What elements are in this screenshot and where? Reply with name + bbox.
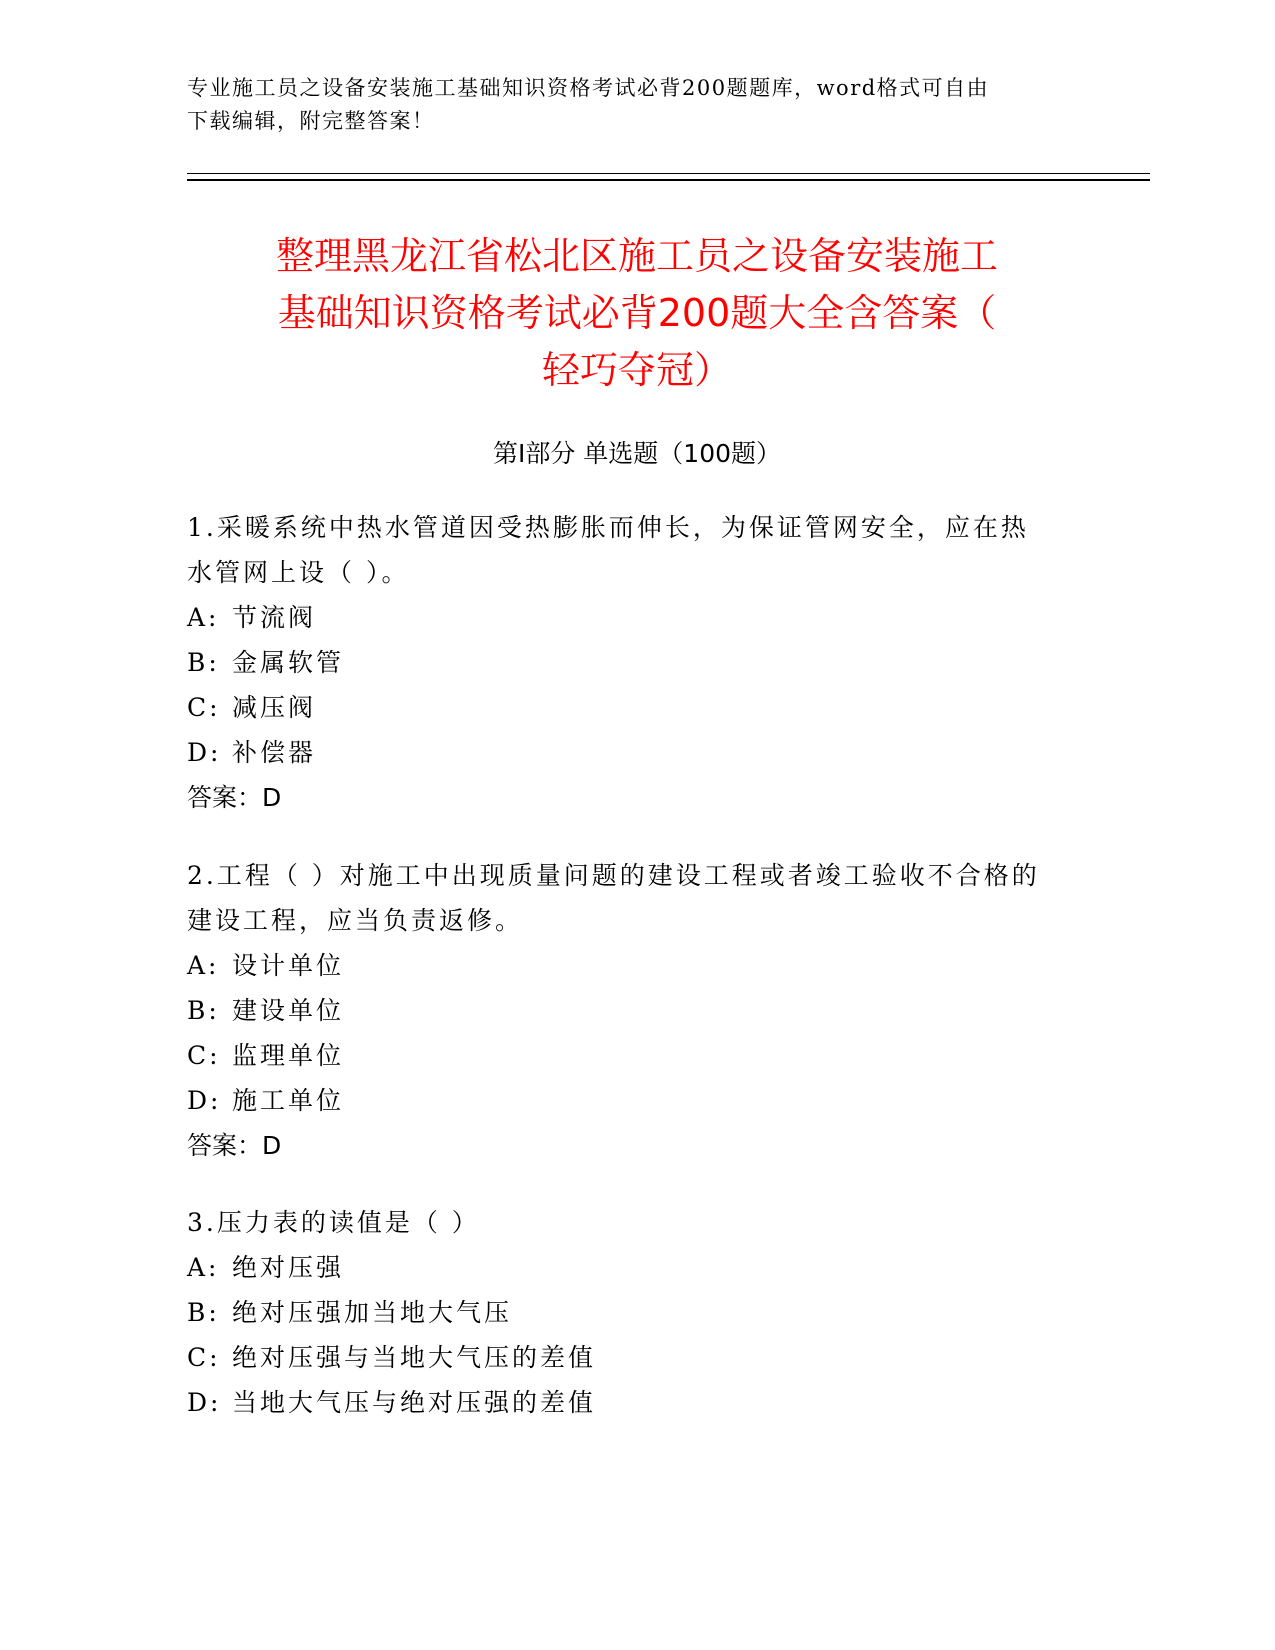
question-stem bbox=[187, 505, 1087, 595]
divider-thick bbox=[187, 179, 1150, 181]
option-a bbox=[187, 1245, 1087, 1290]
option-d bbox=[187, 1380, 1087, 1425]
option-text: 减压阀 bbox=[232, 693, 317, 722]
option-letter: C: bbox=[187, 693, 221, 722]
divider-thin bbox=[187, 173, 1150, 174]
option-text: 绝对压强与当地大气压的差值 bbox=[232, 1343, 597, 1372]
option-letter: A: bbox=[187, 603, 220, 632]
option-c bbox=[187, 1033, 1087, 1078]
option-letter: B: bbox=[187, 996, 220, 1025]
title-line: 基础知识资格考试必背200题大全含答案（ bbox=[277, 291, 997, 335]
option-text: 绝对压强加当地大气压 bbox=[232, 1298, 513, 1327]
question-stem-line: 1.采暖系统中热水管道因受热膨胀而伸长，为保证管网安全，应在热 bbox=[187, 513, 1029, 542]
question-stem-line: 建设工程，应当负责返修。 bbox=[187, 906, 524, 935]
option-text: 设计单位 bbox=[232, 951, 345, 980]
option-text: 补偿器 bbox=[232, 738, 317, 767]
question-stem bbox=[187, 853, 1087, 943]
title-line: 轻巧夺冠） bbox=[541, 348, 732, 392]
document-title bbox=[187, 228, 1087, 399]
question-stem-line: 2.工程（ ）对施工中出现质量问题的建设工程或者竣工验收不合格的 bbox=[187, 861, 1040, 890]
header-note-line: 下载编辑，附完整答案！ bbox=[187, 109, 435, 133]
option-text: 金属软管 bbox=[232, 648, 345, 677]
option-c bbox=[187, 1335, 1087, 1380]
option-letter: C: bbox=[187, 1041, 221, 1070]
option-text: 建设单位 bbox=[232, 996, 345, 1025]
option-letter: D: bbox=[187, 1388, 222, 1417]
option-text: 施工单位 bbox=[232, 1086, 345, 1115]
title-line: 整理黑龙江省松北区施工员之设备安装施工 bbox=[275, 234, 998, 278]
header-note bbox=[187, 72, 1067, 138]
option-c bbox=[187, 685, 1087, 730]
option-a bbox=[187, 595, 1087, 640]
option-text: 当地大气压与绝对压强的差值 bbox=[232, 1388, 597, 1417]
answer: 答案：D bbox=[187, 1131, 282, 1160]
option-letter: B: bbox=[187, 648, 220, 677]
question-3 bbox=[187, 1200, 1087, 1425]
answer: 答案：D bbox=[187, 783, 282, 812]
option-text: 绝对压强 bbox=[232, 1253, 345, 1282]
option-letter: C: bbox=[187, 1343, 221, 1372]
option-b bbox=[187, 1290, 1087, 1335]
option-d bbox=[187, 730, 1087, 775]
option-letter: D: bbox=[187, 738, 222, 767]
header-note-line: 专业施工员之设备安装施工基础知识资格考试必背200题题库，word格式可自由 bbox=[187, 76, 990, 100]
question-stem-line: 水管网上设（ ）。 bbox=[187, 558, 410, 587]
option-letter: B: bbox=[187, 1298, 220, 1327]
option-b bbox=[187, 988, 1087, 1033]
option-text: 节流阀 bbox=[232, 603, 317, 632]
option-letter: A: bbox=[187, 951, 220, 980]
option-b bbox=[187, 640, 1087, 685]
section-title: 第Ⅰ部分 单选题（100题） bbox=[492, 439, 782, 468]
question-2 bbox=[187, 853, 1087, 1168]
question-1 bbox=[187, 505, 1087, 820]
option-text: 监理单位 bbox=[232, 1041, 345, 1070]
question-stem-line: 3.压力表的读值是（ ） bbox=[187, 1208, 480, 1237]
option-letter: A: bbox=[187, 1253, 220, 1282]
option-d bbox=[187, 1078, 1087, 1123]
option-a bbox=[187, 943, 1087, 988]
question-stem bbox=[187, 1200, 1087, 1245]
option-letter: D: bbox=[187, 1086, 222, 1115]
